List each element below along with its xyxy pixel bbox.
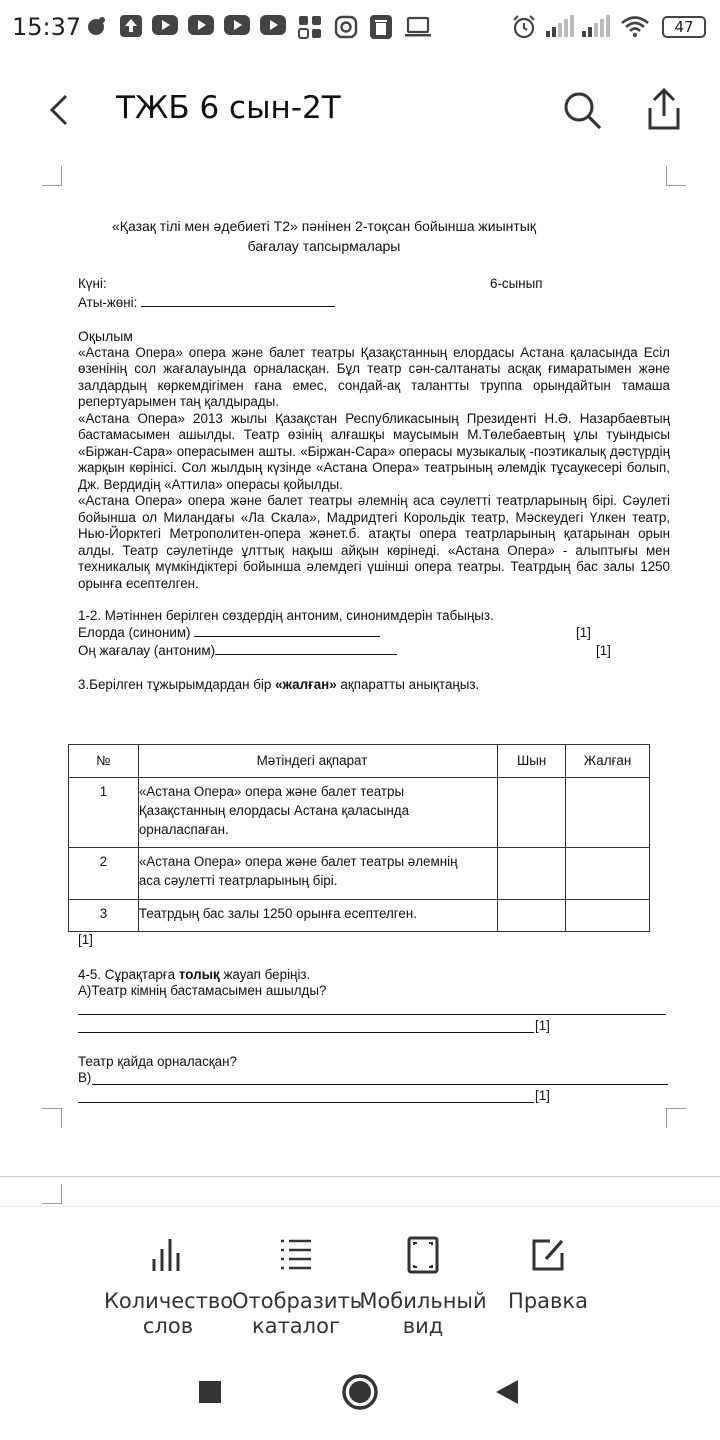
table-score-mark: [1] <box>78 932 93 947</box>
search-icon <box>560 88 606 134</box>
edit-icon <box>528 1235 568 1275</box>
antonym-blank <box>215 643 397 655</box>
score-mark: [1] <box>535 1088 550 1103</box>
answer-line <box>78 1000 670 1018</box>
question-4-5-bold: толық <box>178 966 220 982</box>
home-button[interactable] <box>338 1370 382 1414</box>
laptop-icon <box>404 15 432 39</box>
question-4-5-text-before: 4-5. Сұрақтарға <box>78 966 179 982</box>
table-row <box>69 778 650 848</box>
true-cell[interactable] <box>498 900 566 932</box>
page-separator <box>0 1176 720 1177</box>
triangle-back-icon <box>488 1372 528 1412</box>
section-title: Оқылым <box>78 328 133 344</box>
row-number: 3 <box>69 900 139 932</box>
signal-icon <box>546 15 574 39</box>
show-catalog-label: Отобразить каталог <box>232 1289 363 1338</box>
false-cell[interactable] <box>566 848 650 900</box>
synonym-line <box>78 625 670 643</box>
document-page <box>78 216 670 1103</box>
synonym-blank <box>194 625 380 637</box>
date-label: Күні: <box>78 276 107 291</box>
paragraph-1: «Астана Опера» опера және балет театры Қазақстанның елордасы Астана қаласында Есіл өзенінің сол жағалауында орналасқан. Бұл театр сән-салтанаты асқақ ғимаратымен және залдардың көркемдігімен ғана емес, сондай-ақ талантты труппа орындайтын тамаша репертуарымен таң қалдырады. <box>78 344 670 409</box>
system-nav-bar <box>0 1344 720 1440</box>
bar-chart-icon <box>148 1235 188 1275</box>
answer-line <box>78 1070 670 1088</box>
share-icon <box>642 86 686 134</box>
youtube-icon <box>224 15 250 39</box>
row-info <box>138 900 497 932</box>
answer-line <box>78 1088 670 1106</box>
questions-4-5 <box>78 932 670 1106</box>
question-b-prefix: В) <box>78 1070 92 1085</box>
bottom-toolbar <box>0 1206 720 1344</box>
question-3-bold: «жалған» <box>275 676 337 692</box>
edit-button[interactable] <box>484 1235 612 1314</box>
score-mark: [1] <box>576 624 591 640</box>
mobile-view-label: Мобильный вид <box>359 1289 487 1338</box>
status-time: 15:37 <box>12 13 82 41</box>
question-3-text-after: ақпаратты анықтаңыз. <box>336 676 480 692</box>
answer-table <box>68 744 650 932</box>
row-info-line: аса сәулетті театрларының бірі. <box>138 873 338 888</box>
row-number: 2 <box>69 848 139 900</box>
grade-label: 6-сынып <box>490 276 543 291</box>
row-info <box>138 848 497 900</box>
wifi-icon <box>620 15 650 39</box>
document-viewer[interactable] <box>0 160 720 1190</box>
page-corner-mark <box>42 1184 62 1204</box>
table-row <box>69 848 650 900</box>
question-3-text-before: 3.Берілген тұжырымдардан бір <box>78 676 276 692</box>
question-b-title: Театр қайда орналасқан? <box>78 1053 237 1069</box>
question-3-title <box>78 677 670 694</box>
page-corner-mark <box>42 1108 62 1128</box>
share-button[interactable] <box>642 86 686 134</box>
false-cell[interactable] <box>566 900 650 932</box>
youtube-icon <box>260 15 286 39</box>
arrow-back-icon <box>38 88 82 132</box>
question-4-5-title <box>78 967 670 984</box>
row-info-line: Театрдың бас залы 1250 орынға есептелген. <box>138 906 417 921</box>
instagram-icon <box>334 15 358 39</box>
table-row <box>69 900 650 932</box>
document-heading <box>78 216 570 256</box>
name-blank <box>141 295 335 307</box>
alarm-icon <box>512 15 536 39</box>
youtube-icon <box>188 15 214 39</box>
status-bar <box>0 0 720 56</box>
show-catalog-button[interactable] <box>232 1235 363 1339</box>
table-header: № <box>69 745 139 778</box>
score-mark: [1] <box>535 1017 550 1033</box>
upload-icon <box>120 15 142 39</box>
row-info-line: Қазақстанның елордасы Астана қаласында <box>138 803 410 818</box>
mobile-view-button[interactable] <box>359 1235 487 1339</box>
page-corner-mark <box>666 166 686 186</box>
question-4-5-text-after: жауап беріңіз. <box>219 966 311 982</box>
square-icon <box>190 1372 230 1412</box>
trash-icon <box>370 15 392 39</box>
edit-label: Правка <box>508 1289 588 1313</box>
youtube-icon <box>152 15 178 39</box>
name-label: Аты-жөні: <box>78 295 138 310</box>
battery-level: 47 <box>674 18 694 36</box>
back-button[interactable] <box>38 88 82 132</box>
word-count-label: Количество слов <box>104 1289 234 1338</box>
app-bar <box>0 68 720 152</box>
list-icon <box>276 1235 316 1275</box>
antonym-label: Оң жағалау (антоним) <box>78 642 216 658</box>
table-header: Шын <box>498 745 566 778</box>
document-title: ТЖБ 6 сын-2Т <box>116 90 341 126</box>
true-cell[interactable] <box>498 848 566 900</box>
battery-icon <box>662 16 706 38</box>
word-count-button[interactable] <box>104 1235 232 1339</box>
row-info-line: «Астана Опера» опера және балет театры <box>138 784 405 799</box>
table-header-row <box>69 745 650 778</box>
name-row <box>78 295 670 314</box>
page-corner-mark <box>42 166 62 186</box>
score-mark: [1] <box>596 642 611 658</box>
row-info-line: орналаспаған. <box>138 822 229 837</box>
apps-icon <box>298 15 322 39</box>
row-info-line: «Астана Опера» опера және балет театры әлемнің <box>138 854 458 869</box>
true-cell[interactable] <box>498 778 566 848</box>
heading-line-2: бағалау тапсырмалары <box>247 238 401 254</box>
answer-line <box>78 1018 670 1036</box>
mobile-view-icon <box>403 1235 443 1275</box>
table-header: Мәтіндегі ақпарат <box>138 745 497 778</box>
paragraph-3: «Астана Опера» опера және балет театры әлемнің аса сәулетті театрларының бірі. Сәулеті бойынша ол Миландағы «Ла Скала», Мадридтегі Корольдік театр, Мәскеудегі Үлкен театр, Нью-Йорктегі Метрополитен-опера жәнет.б. атақты опера театрларының қатарынан орын алды. Театр сәулетінде ұлттық нақыш айқын көрінеді. «Астана Опера» - алыптығы мен техникалық мүмкіндіктері бойынша әлемдегі үшінші опера театры. Театрдың бас залы 1250 орынға есептелген. <box>78 493 670 591</box>
row-number: 1 <box>69 778 139 848</box>
signal-icon <box>582 15 610 39</box>
search-button[interactable] <box>560 88 606 134</box>
row-info <box>138 778 497 848</box>
recents-button[interactable] <box>190 1372 230 1412</box>
false-cell[interactable] <box>566 778 650 848</box>
notification-icon <box>86 15 106 39</box>
table-header: Жалған <box>566 745 650 778</box>
question-1-2 <box>78 608 670 661</box>
heading-line-1: «Қазақ тілі мен әдебиеті Т2» пәнінен 2-тоқсан бойынша жиынтық <box>112 218 536 234</box>
synonym-label: Елорда (синоним) <box>78 624 191 640</box>
circle-icon <box>338 1370 382 1414</box>
back-nav-button[interactable] <box>488 1372 528 1412</box>
question-1-2-title: 1-2. Мәтіннен берілген сөздердің антоним, синонимдерін табыңыз. <box>78 608 494 623</box>
date-row <box>78 276 670 295</box>
question-a: А)Театр кімнің бастамасымен ашылды? <box>78 983 327 998</box>
page-corner-mark <box>666 1108 686 1128</box>
paragraph-2: «Астана Опера» 2013 жылы Қазақстан Республикасының Президенті Н.Ә. Назарбаевтың бастамасымен ашылды. Театр өзінің алғашқы маусымын М.Төлебаевтың ұлы туындысы «Біржан-Сара» операсымен ашты. «Біржан-Сара» операсы музыкалық -поэтикалық дәстүрдің жарқын көрінісі. Сол жылдың күзінде «Астана Опера» театрының әлемдік тұсаукесері болып, Дж. Вердидің «Аттила» операсы қойылды. <box>78 410 670 492</box>
antonym-line <box>78 643 670 661</box>
